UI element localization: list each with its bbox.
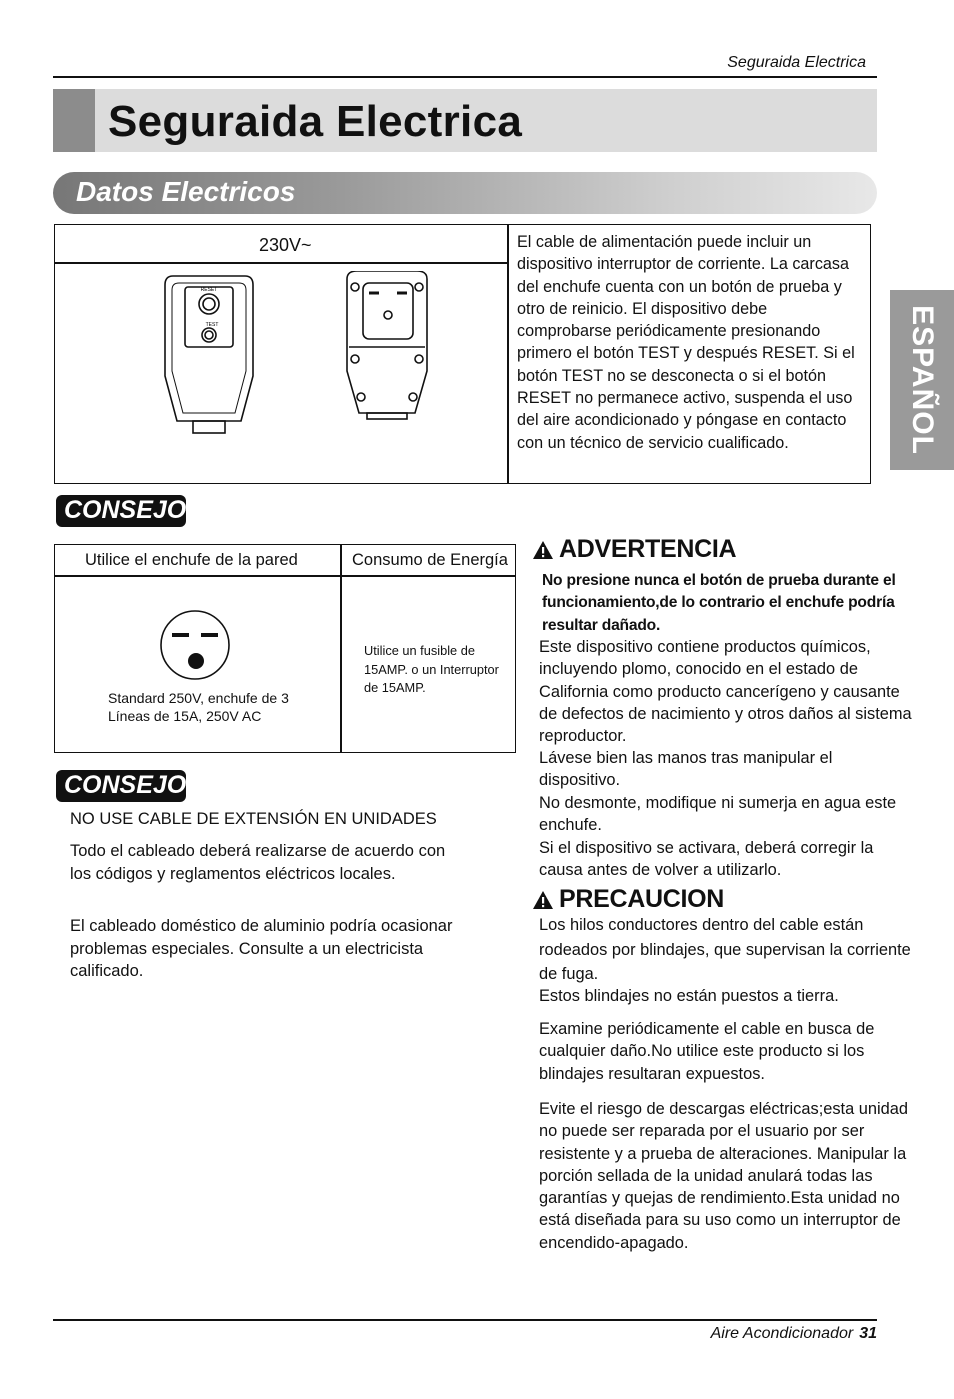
footer-product: Aire Acondicionador <box>710 1325 854 1342</box>
wall-outlet-icon <box>159 609 231 681</box>
consejo-text: CONSEJO <box>64 496 187 524</box>
advertencia-paragraph-2: Lávese bien las manos tras manipular el dispositivo. <box>539 749 833 790</box>
advertencia-bold-text: No presione nunca el botón de prueba durante el funcionamiento,de lo contrario el enchufe podría resultar dañado. <box>542 572 896 634</box>
top-rule <box>53 76 877 78</box>
precaucion-title: PRECAUCION <box>559 885 725 913</box>
consejo-paragraph-2: Todo el cableado deberá realizarse de acuerdo con los códigos y reglamentos eléctricos locales. <box>70 842 446 883</box>
consejo-paragraph-3: El cableado doméstico de aluminio podría ocasionar problemas especiales. Consulte a un electricista calificado. <box>70 917 453 980</box>
reset-label: RESET <box>200 287 218 293</box>
consejo-paragraph-1: NO USE CABLE DE EXTENSIÓN EN UNIDADES <box>70 810 437 828</box>
electrical-description: El cable de alimentación puede incluir un dispositivo interruptor de corriente. La carcasa del enchufe cuenta con un botón de prueba y otro de reinicio. El dispositivo debe comprobarse periódicamente presionando primero el botón TEST y después RESET. Si el botón TEST no se desconecta o si el botón RESET no permanece activo, suspenda el uso del aire acondicionado y póngase en contacto con un técnico de servicio cualificado. <box>517 233 855 452</box>
advertencia-heading <box>532 535 736 564</box>
precaucion-paragraph-3: Examine periódicamente el cable en busca de cualquier daño.No utilice este producto si los blindajes resultaran expuestos. <box>539 1020 875 1083</box>
outlet-column-header: Utilice el enchufe de la pared <box>85 551 298 569</box>
power-column-header: Consumo de Energía <box>352 551 508 569</box>
box-divider <box>507 225 509 483</box>
warning-triangle-icon <box>532 890 554 910</box>
plug-back-icon <box>347 271 427 419</box>
test-label: TEST <box>205 322 219 328</box>
section-header-bar <box>53 172 877 214</box>
precaucion-paragraph-1: Los hilos conductores dentro del cable están rodeados por blindajes, que supervisan la corriente de fuga. <box>539 916 911 983</box>
title-tab-decoration <box>53 89 95 152</box>
warning-triangle-icon <box>532 540 554 560</box>
box-divider <box>55 262 507 264</box>
advertencia-title: ADVERTENCIA <box>559 535 737 563</box>
precaucion-paragraph-4: Evite el riesgo de descargas eléctricas;esta unidad no puede ser reparada por el usuario por ser resistente y a prueba de alteraciones. Manipular la porción sellada de la unidad anulará todas las garantías y quejas de rendimiento.Esta unidad no está diseñada para su uso como un interruptor de encendido-apagado. <box>539 1100 908 1252</box>
page-title-bar <box>53 89 877 152</box>
voltage-label: 230V~ <box>259 235 312 255</box>
language-side-tab <box>890 290 954 470</box>
consejo-label-2 <box>56 770 186 802</box>
bottom-rule <box>53 1319 877 1321</box>
outlet-table <box>54 544 516 753</box>
consejo-text: CONSEJO <box>64 771 187 799</box>
section-title: Datos Electricos <box>76 176 296 207</box>
table-divider <box>55 575 515 577</box>
language-label: ESPAÑOL <box>906 305 939 455</box>
precaucion-paragraph-2: Estos blindajes no están puestos a tierra. <box>539 987 839 1005</box>
precaucion-heading <box>532 885 724 914</box>
fuse-text: Utilice un fusible de 15AMP. o un Interruptor de 15AMP. <box>364 643 499 695</box>
running-header: Seguraida Electrica <box>727 54 866 71</box>
consejo-label-1 <box>56 495 186 527</box>
electrical-data-box <box>54 224 871 484</box>
page-title: Seguraida Electrica <box>108 97 523 146</box>
advertencia-paragraph-3: No desmonte, modifique ni sumerja en agua este enchufe. <box>539 794 897 835</box>
plug-illustration <box>155 271 475 441</box>
advertencia-paragraph-4: Si el dispositivo se activara, deberá corregir la causa antes de volver a utilizarlo. <box>539 839 874 880</box>
page-footer <box>711 1325 877 1343</box>
advertencia-paragraph-1: Este dispositivo contiene productos químicos, incluyendo plomo, conocido en el estado de California como producto cancerígeno y causante de defectos de nacimiento y otros daños al sistema reproductor. <box>539 638 912 746</box>
plug-front-icon <box>165 276 253 433</box>
outlet-standard-text: Standard 250V, enchufe de 3 Líneas de 15A, 250V AC <box>108 690 289 724</box>
page-number: 31 <box>859 1325 877 1342</box>
